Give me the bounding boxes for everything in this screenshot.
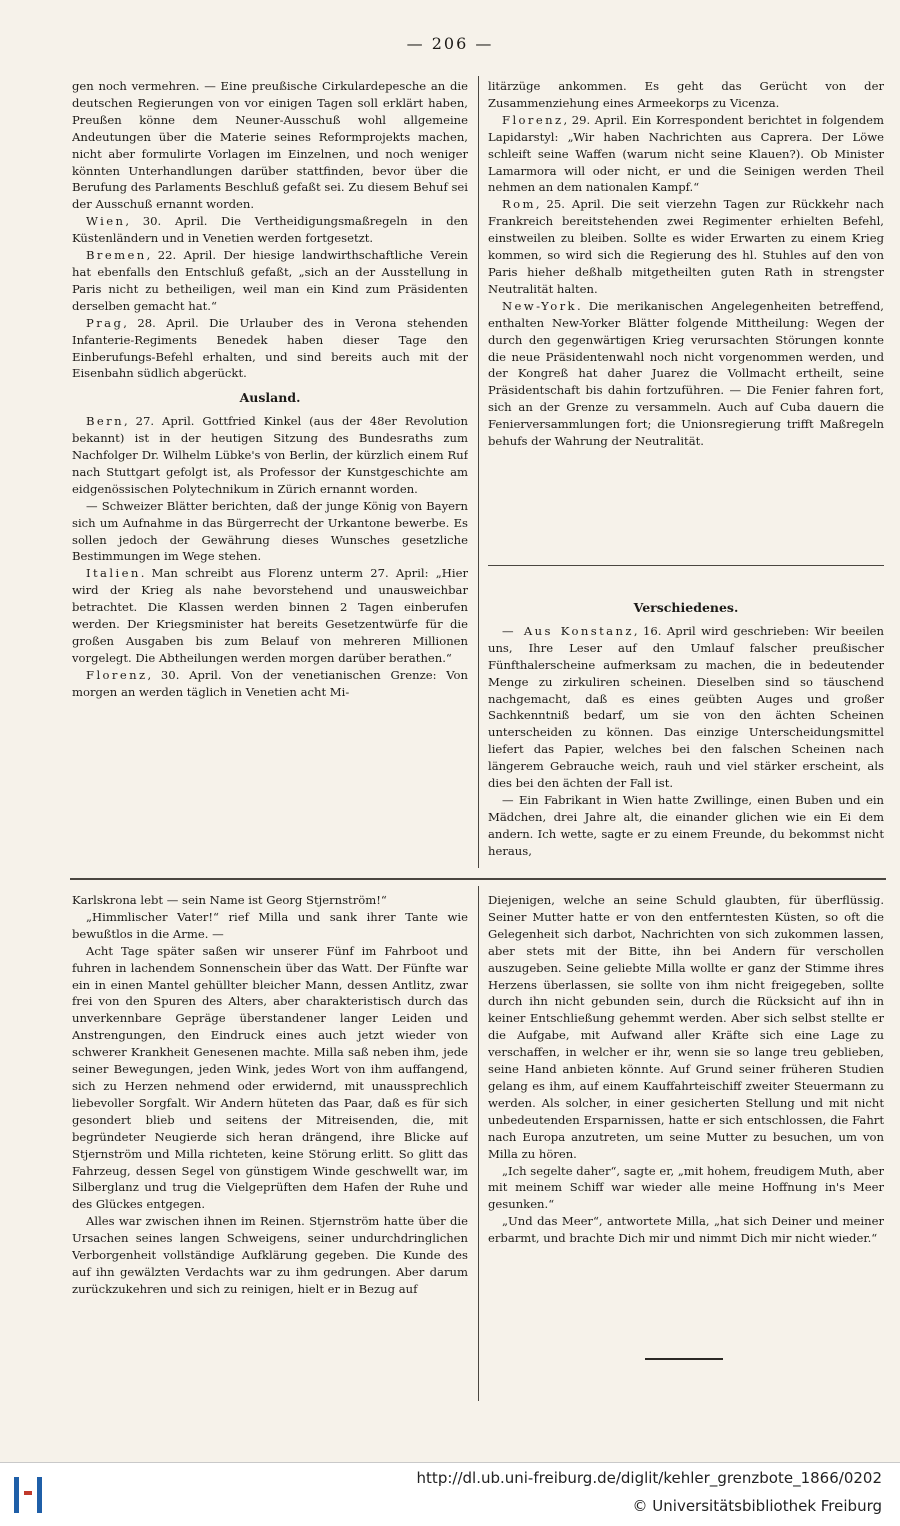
paragraph-text: Diejenigen, welche an seine Schuld glaubten, für überflüssig. Seiner Mutter hatte er von den entferntesten Küsten, so oft die Gelegenheit sich darbot, Nachrichten von sich zukommen lassen, aber stets mit der Bitte, ihn bei Andern für verschollen auszugeben. Seine geliebte Milla wollte er ganz der Stimme ihres Herzens überlassen, sie sollte von ihm nicht freigegeben, sollte durch ihn nicht gebunden sein, durch die Rücksicht auf ihn in keiner Entschließung gehemmt werden. Aber sich selbst stellte er die Aufgabe, mit Aufwand aller Kräfte sich eine Lage zu verschaffen, in welcher er ihr, wenn sie so lange treu geblieben, seine Hand anbieten könnte. Auf Grund seiner früheren Studien gelang es ihm, auf einem Kauffahrteischiff zweiter Steuermann zu werden. Als solcher, in einer gesicherten Stellung und mit nicht unbedeutenden Ersparnissen, hatte er sich entschlossen, die Fahrt nach Europa anzutreten, um seine Mutter zu besuchen, um von Milla zu hören.: [488, 893, 884, 1161]
paragraph-text: Acht Tage später saßen wir unserer Fünf im Fahrboot und fuhren in lachendem Sonnenschein über das Watt. Der Fünfte war ein in einen Mantel gehüllter bleicher Mann, dessen Antlitz, zwar frei von den Spuren des Alters, aber charakteristisch durch das unverkennbare Gepräge überstandener langer Leiden und Anstrengungen, den Eindruck eines auch jetzt wieder von schwerer Krankheit Genesenen machte. Milla saß neben ihm, jede seiner Bewegungen, jeden Wink, jedes Wort von ihm auffangend, sich zu Herzen nehmend oder erwidernd, mit unaussprechlich liebevoller Sorgfalt. Wir Andern hüteten das Paar, daß es für sich gesondert blieb und seitens der Mitreisenden, die, mit begründeter Neugierde sich heran drängend, ihre Blicke auf Stjernström und Milla richteten, keine Störung erlitt. So glitt das Fahrzeug, dessen Segel von günstigem Winde geschwellt war, im Silberglanz und trug die Vielgeprüften dem Hafen der Ruhe und des Glückes entgegen.: [72, 943, 468, 1212]
article-paragraph: [72, 667, 468, 701]
paragraph-text: , 28. April. Die Urlauber des in Verona stehenden Infanterie-Regiments Benedek haben dieser Tage den Einberufungs-Befehl erhalten, und sind bereits auch mit der Eisenbahn südlich abgerückt.: [72, 315, 468, 381]
column-top-right: [488, 78, 884, 548]
dateline: Florenz: [502, 112, 564, 127]
paragraph-text: . Die merikanischen Angelegenheiten betreffend, enthalten New-Yorker Blätter folgende Mittheilung: Wegen der durch den gegenwärtigen Krieg verursachten Störungen konnte die neue Präsidentenwahl noch nicht vorgenommen werden, und der Kongreß hat daher Juarez die Vollmacht ertheilt, seine Präsidentschaft bis dahin fortzuführen. — Die Fenier fahren fort, sich an der Grenze zu versammeln. Auch auf Cuba dauern die Fenierversammlungen fort; die Unionsregierung trifft Maßregeln behufs der Wahrung der Neutralität.: [488, 298, 884, 449]
paragraph-text: gen noch vermehren. — Eine preußische Cirkulardepesche an die deutschen Regierungen von vor einigen Tagen soll erklärt haben, Preußen könne dem Neuner-Ausschuß wohl allgemeine Andeutungen über die Materie seines Reformprojekts machen, nicht aber formulirte Vorlagen im Einzelnen, und noch weniger könnten Unterhandlungen darüber stattfinden, bevor über die Berufung des Parlaments Beschluß gefaßt sei. Zu diesem Behuf sei der Ausschuß ernannt worden.: [72, 79, 468, 212]
column-bottom-right: [488, 892, 884, 1362]
column-divider-bottom: [478, 886, 479, 1401]
dateline: Florenz: [86, 667, 148, 682]
column-bottom-left: [72, 892, 468, 1400]
paragraph-text: „Himmlischer Vater!“ rief Milla und sank ihrer Tante wie bewußtlos in die Arme. —: [72, 909, 468, 941]
paragraph-text: Alles war zwischen ihnen im Reinen. Stjernström hatte über die Ursachen seines langen Schweigens, seiner undurchdringlichen Verborgenheit vollständige Aufklärung gegeben. Die Kunde des auf ihn gewälzten Verdachts war zu ihm gedrungen. Aber darum zurückzukehren und sich zu reinigen, hielt er in Bezug auf: [72, 1214, 468, 1296]
dateline: Wien: [86, 214, 126, 229]
article-paragraph: [72, 892, 468, 909]
article-paragraph: [72, 413, 468, 498]
article-paragraph: [72, 1213, 468, 1298]
article-paragraph: [488, 623, 884, 792]
column-top-left: [72, 78, 468, 868]
article-paragraph: [72, 943, 468, 1214]
paragraph-text: Karlskrona lebt — sein Name ist Georg Stjernström!“: [72, 893, 387, 907]
paragraph-text: litärzüge ankommen. Es geht das Gerücht von der Zusammenziehung eines Armeekorps zu Vicenza.: [488, 79, 884, 110]
article-paragraph: [72, 247, 468, 315]
ub-freiburg-logo-icon[interactable]: [10, 1471, 46, 1519]
section-rule-verschiedenes: [488, 565, 884, 566]
column-divider-top: [478, 76, 479, 868]
paragraph-text: , 29. April. Ein Korrespondent berichtet in folgendem Lapidarstyl: „Wir haben Nachrichten aus Caprera. Der Löwe schleift seine Waffen (warum nicht seine Klauen?). Ob Minister Lamarmora will oder nicht, er und die Seinigen werden Theil nehmen an dem nationalen Kampf.“: [488, 112, 884, 195]
article-paragraph: [488, 112, 884, 197]
paragraph-text: — Ein Fabrikant in Wien hatte Zwillinge, einen Buben und ein Mädchen, drei Jahre alt, die einander glichen wie ein Ei dem andern. Ich wette, sagte er zu einem Freunde, du bekommst nicht heraus,: [488, 792, 884, 858]
paragraph-text: — Schweizer Blätter berichten, daß der junge König von Bayern sich um Aufnahme in das Bürgerrecht der Urkantone bewerbe. Es sollen jedoch der Gewährung dieses Wunsches gesetzliche Bestimmungen im Wege stehen.: [72, 498, 468, 564]
end-rule: [645, 1358, 723, 1360]
section-heading: Ausland.: [239, 390, 301, 406]
article-paragraph: [72, 315, 468, 383]
paragraph-text: , 27. April. Gottfried Kinkel (aus der 48er Revolution bekannt) ist in der heutigen Sitzung des Bundesraths zum Nachfolger Dr. Wilhelm Lübke's von Berlin, der kürzlich einem Ruf nach Stuttgart gefolgt ist, als Professor der Kunstgeschichte am eidgenössischen Polytechnikum in Zürich ernannt worden.: [72, 414, 468, 496]
article-paragraph: [488, 196, 884, 297]
paragraph-text: „Und das Meer“, antwortete Milla, „hat sich Deiner und meiner erbarmt, und brachte Dich mir und nimmt Dich mir nicht wieder.“: [488, 1214, 884, 1246]
article-paragraph: [72, 213, 468, 247]
paragraph-text: , 16. April wird geschrieben: Wir beeilen uns, Ihre Leser auf den Umlauf falscher preußischer Fünfthalerscheine aufmerksam zu machen, die in bedeutender Menge zu zirkuliren scheinen. Dieselben sind so täuschend nachgemacht, daß es eines geübten Auges und großer Sachkenntniß bedarf, um sie von den ächten Scheinen unterscheiden zu können. Das einzige Unterscheidungsmittel liefert das Papier, welches bei den falschen Scheinen nach längerem Gebrauche weich, rauh und viel stärker erscheint, als dies bei den ächten der Fall ist.: [488, 623, 884, 791]
permalink-url[interactable]: http://dl.ub.uni-freiburg.de/diglit/kehler_grenzbote_1866/0202: [416, 1469, 882, 1487]
footer-bar: [0, 1462, 900, 1526]
dateline: Prag: [86, 315, 124, 330]
article-paragraph: [72, 498, 468, 566]
paragraph-text: , 22. April. Der hiesige landwirthschaftliche Verein hat ebenfalls den Entschluß gefaßt, „sich an der Ausstellung in Paris nicht zu betheiligen, weil man ein Kind zum Präsidenten derselben gemacht hat.“: [72, 248, 468, 313]
article-paragraph: [488, 298, 884, 450]
column-verschiedenes: [488, 592, 884, 872]
page-number: — 206 —: [406, 34, 494, 53]
copyright-notice: © Universitätsbibliothek Freiburg: [632, 1497, 882, 1515]
article-paragraph: [488, 892, 884, 1163]
feuilleton-rule: [70, 878, 886, 880]
dateline: Bremen: [86, 248, 147, 263]
paragraph-text: , 30. April. Von der venetianischen Grenze: Von morgen an werden täglich in Venetien acht Mi-: [72, 667, 468, 699]
paragraph-text: , 30. April. Die Vertheidigungsmaßregeln in den Küstenländern und in Venetien werden fortgesetzt.: [72, 214, 468, 246]
article-paragraph: [488, 1163, 884, 1214]
paragraph-text: , 25. April. Die seit vierzehn Tagen zur Rückkehr nach Frankreich bereitstehenden zwei Regimenter erhielten Befehl, einstweilen zu bleiben. Sollte es wider Erwarten zu einem Krieg kommen, so wird sich die Regierung des hl. Stuhles auf den von Paris hieher deßhalb mitgetheilten guten Rath in strengster Neutralität halten.: [488, 197, 884, 296]
dateline: New-York: [502, 298, 577, 313]
dateline: Italien: [86, 566, 141, 581]
dateline: Bern: [86, 414, 124, 429]
article-paragraph: [488, 792, 884, 860]
article-paragraph: [488, 78, 884, 112]
article-paragraph: [72, 565, 468, 666]
article-paragraph: [72, 909, 468, 943]
article-paragraph: [488, 1213, 884, 1247]
article-paragraph: [72, 78, 468, 213]
dateline: Rom: [502, 197, 536, 212]
dateline: — Aus Konstanz: [502, 623, 634, 638]
section-heading: Verschiedenes.: [633, 600, 739, 615]
paragraph-text: . Man schreibt aus Florenz unterm 27. April: „Hier wird der Krieg als nahe bevorstehend und unausweichbar betrachtet. Die Klassen werden binnen 2 Tagen einberufen werden. Der Kriegsminister hat bereits Gesetzentwürfe für die großen Ausgaben bis zum Belauf von mehreren Millionen vorgelegt. Die Abtheilungen werden morgen darüber berathen.“: [72, 566, 468, 665]
paragraph-text: „Ich segelte daher“, sagte er, „mit hohem, freudigem Muth, aber mit meinem Schiff war wieder alle meine Hoffnung in's Meer gesunken.“: [488, 1163, 884, 1212]
